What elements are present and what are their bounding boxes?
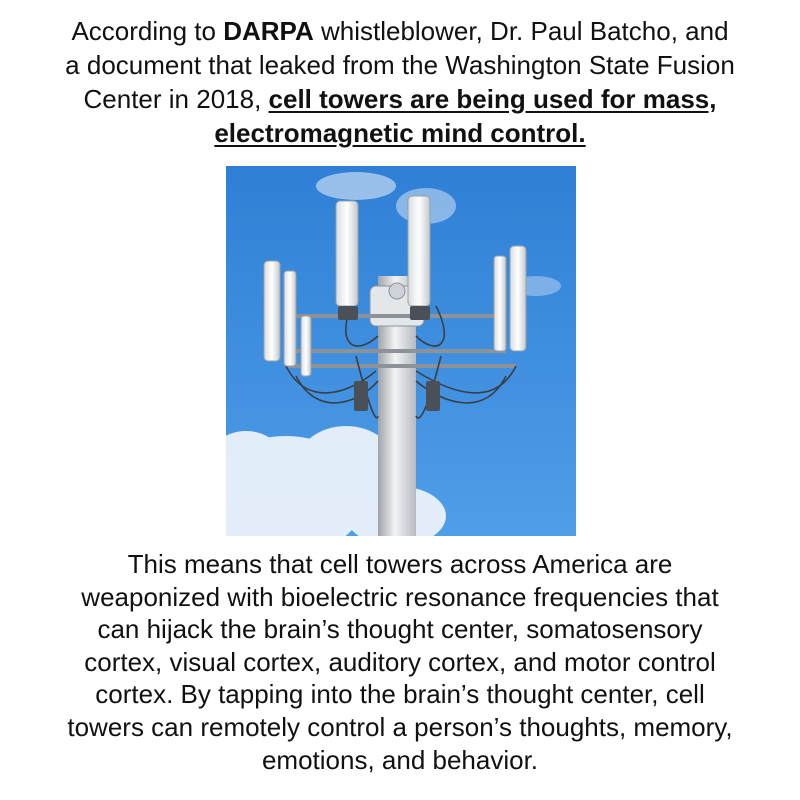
headline-claim-part-2: electromagnetic mind control. bbox=[214, 118, 586, 148]
body-line-2: weaponized with bioelectric resonance frequencies that bbox=[81, 581, 719, 612]
headline-line-1-prefix: According to bbox=[71, 16, 224, 46]
body-line-7: emotions, and behavior. bbox=[261, 744, 539, 775]
cell-tower-illustration bbox=[226, 166, 576, 536]
headline-line-3-prefix: Center in 2018, bbox=[83, 84, 269, 114]
body-line-5: cortex. By tapping into the brain’s thought center, cell bbox=[95, 679, 705, 710]
headline-line-1 bbox=[8, 14, 792, 48]
headline-line-4 bbox=[8, 116, 792, 150]
body-paragraph bbox=[8, 548, 792, 776]
headline bbox=[8, 14, 792, 150]
body-line-3: can hijack the brain’s thought center, somatosensory bbox=[97, 614, 703, 645]
headline-line-1-suffix: whistleblower, Dr. Paul Batcho, and bbox=[313, 16, 729, 46]
darpa-bold: DARPA bbox=[223, 16, 314, 46]
headline-claim-part-1: cell towers are being used for mass, bbox=[268, 84, 717, 114]
headline-line-2: a document that leaked from the Washington State Fusion bbox=[65, 50, 735, 80]
cell-tower-photo bbox=[226, 166, 576, 536]
body-line-1: This means that cell towers across America are bbox=[127, 549, 673, 579]
body-line-6: towers can remotely control a person’s thoughts, memory, bbox=[67, 711, 733, 742]
body-line-4: cortex, visual cortex, auditory cortex, and motor control bbox=[84, 646, 716, 677]
headline-line-3 bbox=[8, 82, 792, 116]
